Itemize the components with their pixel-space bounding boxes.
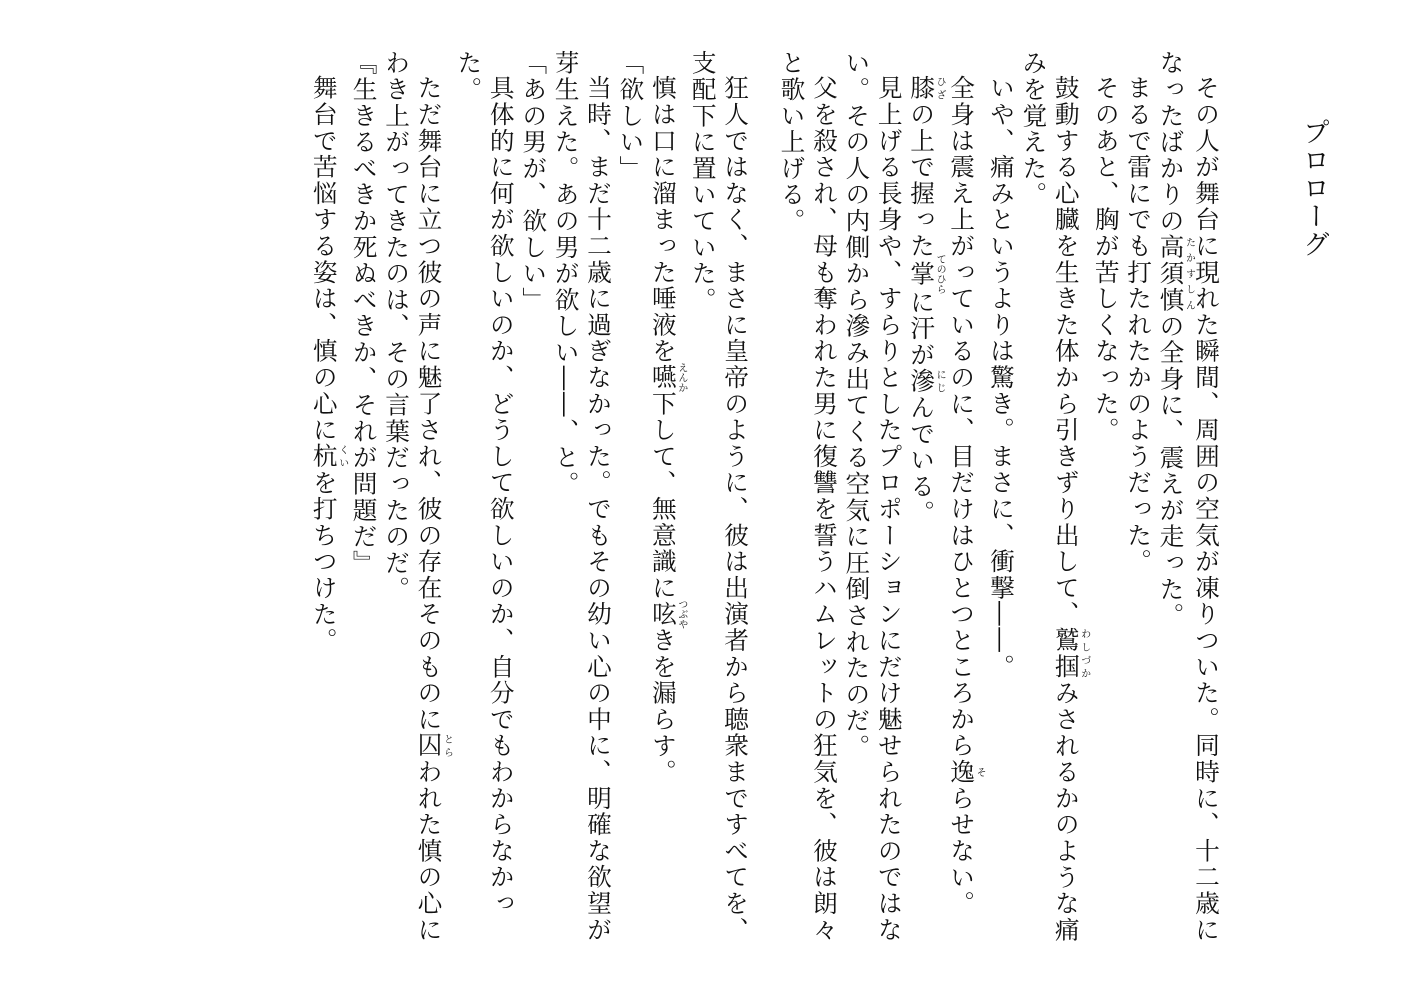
paragraph [549, 50, 614, 950]
paragraph [905, 50, 945, 950]
paragraph [985, 50, 1017, 950]
paragraph-text: みされるかのような痛みを覚えた。 [1019, 50, 1081, 943]
paragraph-text: きを漏らす。 [648, 627, 678, 785]
paragraph [1017, 50, 1089, 950]
paragraph-text: らせない。 [947, 784, 977, 917]
ruby-so: 逸そ [947, 758, 986, 785]
ruby-tsubuya: 呟つぶや [648, 598, 687, 629]
paragraph-text: まるで雷にでも打たれたかのようだった。 [1124, 74, 1154, 575]
paragraph-text: そのあと、胸が苦しくなった。 [1091, 74, 1121, 443]
ruby-washizuka: 鷲掴わしづか [1051, 627, 1090, 680]
paragraph-text: 当時、まだ十二歳に過ぎなかった。でもその幼い心の中に、明確な欲望が芽生えた。あの男が欲しい――、と。 [551, 50, 613, 943]
paragraph-text: 全身は震え上がっているのに、目だけはひとつところから [947, 74, 977, 759]
ruby-enka: 嚥えんか [648, 362, 687, 393]
paragraph [452, 50, 517, 950]
paragraph [517, 50, 549, 950]
paragraph [840, 50, 905, 950]
paragraph [307, 50, 347, 950]
paragraph-text: われた慎の心にわき上がってきたのは、その言葉だったのだ。 [382, 50, 444, 943]
paragraph-text: 「あの男が、欲しい」 [519, 50, 549, 313]
paragraph [1089, 50, 1121, 950]
paragraph [775, 50, 840, 950]
paragraph-text: の上で握った [907, 101, 937, 259]
paragraph-text: 鼓動する心臓を生きた体から引きずり出して、 [1051, 74, 1081, 627]
paragraph-text: 慎は口に溜まった唾液を [648, 74, 678, 364]
body-text [192, 50, 1222, 950]
paragraph-text: その人が舞台に現れた瞬間、周囲の空気が凍りついた。同時に、十二歳になったばかりの [1156, 50, 1221, 943]
paragraph [1122, 50, 1154, 950]
paragraph [945, 50, 985, 950]
chapter-title: プロローグ [1298, 118, 1329, 258]
paragraph-text: ただ舞台に立つ彼の声に魅了され、彼の存在そのものに [414, 74, 444, 733]
ruby-tenohira: 掌てのひら [907, 253, 946, 294]
paragraph-text: 『生きるべきか死ぬべきか、それが問題だ』 [349, 50, 379, 576]
ruby-tora: 囚とら [414, 732, 453, 759]
paragraph-text: 下して、無意識に [648, 390, 678, 601]
ruby-name-takasu-shin: 高須慎たかすしん [1156, 234, 1195, 314]
paragraph [347, 50, 379, 950]
paragraph-text: 狂人ではなく、まさに皇帝のように、彼は出演者から聴衆まですべてを、支配下に置いていた。 [688, 50, 751, 943]
paragraph-text: 舞台で苦悩する姿は、慎の心に [309, 74, 339, 443]
ruby-hiza: 膝ひざ [907, 74, 946, 101]
paragraph [614, 50, 646, 950]
paragraph [646, 50, 686, 950]
paragraph-text: 「欲しい」 [616, 50, 646, 182]
paragraph-text: の全身に、震えが走った。 [1156, 313, 1186, 629]
paragraph-text: 父を殺され、母も奪われた男に復讐を誓うハムレットの狂気を、彼は朗々と歌い上げる。 [777, 50, 839, 943]
paragraph-text: を打ちつけた。 [309, 469, 339, 654]
paragraph-text: に汗が [907, 288, 937, 368]
paragraph-text: 見上げる長身や、すらりとしたプロポーションにだけ魅せられたのではない。その人の内側から滲み出てくる空気に圧倒されたのだ。 [842, 50, 904, 943]
paragraph-text: いや、痛みというよりは驚き。まさに、衝撃――。 [986, 74, 1016, 680]
ruby-kui: 杭くい [309, 442, 348, 470]
paragraph-text: 具体的に何が欲しいのか、どうして欲しいのか、自分でもわからなかった。 [454, 50, 516, 917]
paragraph [686, 50, 751, 950]
paragraph-text: んでいる。 [907, 394, 937, 526]
ruby-niji: 滲にじ [907, 367, 946, 395]
paragraph [1154, 50, 1222, 950]
paragraph [380, 50, 452, 950]
